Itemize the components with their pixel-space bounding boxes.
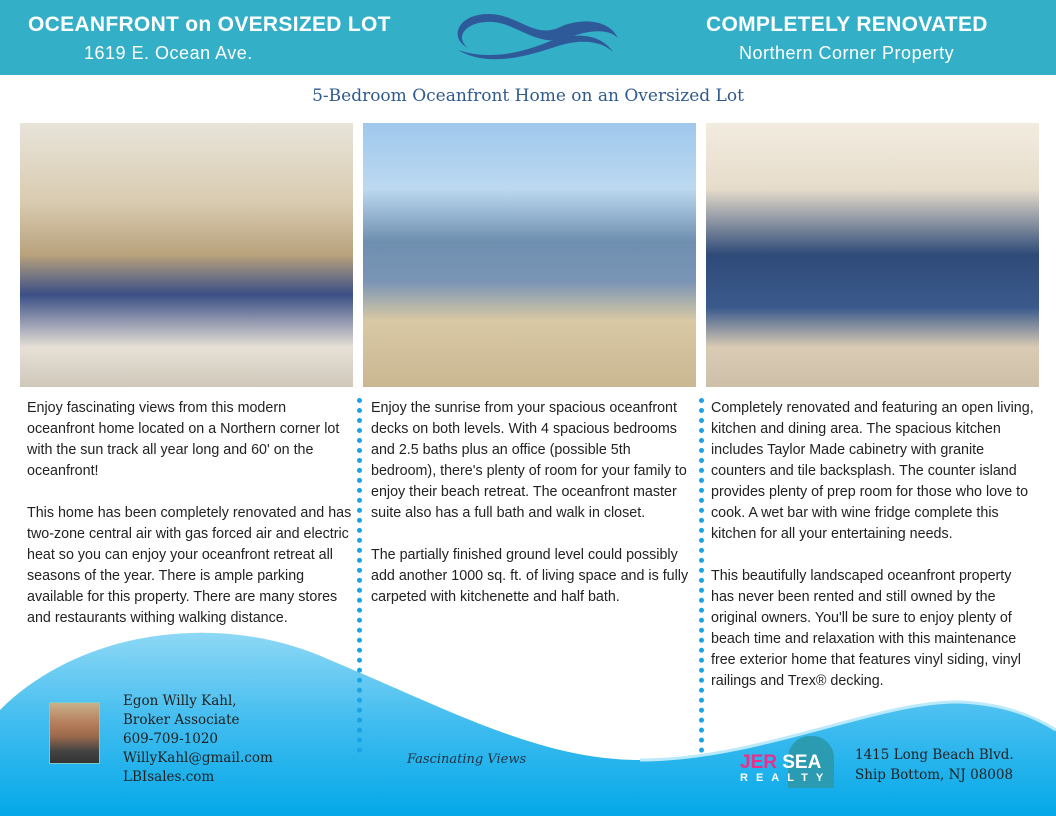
column-2	[371, 398, 691, 629]
paragraph: Enjoy the sunrise from your spacious oceanfront decks on both levels. With 4 spacious bedrooms and 2.5 baths plus an office (possible 5th bedroom), there's plenty of room for your family to enjoy their beach retreat. The oceanfront master suite also has a full bath and walk in closet.	[371, 400, 687, 521]
logo-realty: REALTY	[740, 772, 832, 784]
paragraph: This home has been completely renovated and has two-zone central air with gas forced air and electric heat so you can enjoy your oceanfront retreat all seasons of the year. There is ample parking available for this property. There are many stores and restaurants withing walking distance.	[27, 505, 352, 626]
dotted-divider	[699, 398, 705, 753]
agent-photo	[49, 702, 100, 764]
left-subtitle: 1619 E. Ocean Ave.	[84, 43, 253, 63]
wave-icon	[448, 8, 620, 64]
logo-text	[740, 752, 821, 774]
office-address	[855, 745, 1014, 785]
paragraph: Enjoy fascinating views from this modern oceanfront home located on a Northern corner lot with the sun track all year long and 60' on the oceanfront!	[27, 400, 340, 479]
living-room-photo	[20, 123, 353, 387]
address-line-1: 1415 Long Beach Blvd.	[855, 747, 1014, 763]
house-exterior-photo	[363, 123, 696, 387]
agent-title: Broker Associate	[123, 712, 240, 728]
agent-name: Egon Willy Kahl,	[123, 693, 237, 709]
kitchen-photo	[706, 123, 1039, 387]
paragraph: Completely renovated and featuring an open living, kitchen and dining area. The spacious kitchen includes Taylor Made cabinetry with granite counters and tile backsplash. The counter island provides plenty of prep room for those who love to cook. A wet bar with wine fridge complete this kitchen for all your entertaining needs.	[711, 400, 1034, 542]
agent-contact	[123, 692, 273, 787]
paragraph: The partially finished ground level could possibly add another 1000 sq. ft. of living space and is fully carpeted with kitchenette and half bath.	[371, 547, 689, 605]
header-banner	[0, 0, 1056, 75]
dotted-divider	[357, 398, 363, 753]
tagline: Fascinating Views	[407, 752, 527, 767]
right-title: COMPLETELY RENOVATED	[706, 13, 988, 36]
page-title: 5-Bedroom Oceanfront Home on an Oversized Lot	[312, 86, 744, 106]
address-line-2: Ship Bottom, NJ 08008	[855, 767, 1014, 783]
logo-jer: JER	[740, 752, 777, 773]
column-1	[27, 398, 352, 650]
agent-email[interactable]: WillyKahl@gmail.com	[123, 750, 273, 766]
left-title: OCEANFRONT on OVERSIZED LOT	[28, 13, 391, 36]
paragraph: This beautifully landscaped oceanfront property has never been rented and still owned by the original owners. You'll be sure to enjoy plenty of beach time and relaxation with this maintenance free exterior home that features vinyl siding, vinyl railings and Trex® decking.	[711, 568, 1021, 689]
column-3	[711, 398, 1036, 713]
agent-phone[interactable]: 609-709-1020	[123, 731, 219, 747]
logo-sea: SEA	[782, 752, 822, 773]
agent-website[interactable]: LBIsales.com	[123, 769, 215, 785]
brokerage-logo	[738, 736, 838, 788]
right-subtitle: Northern Corner Property	[739, 43, 955, 63]
